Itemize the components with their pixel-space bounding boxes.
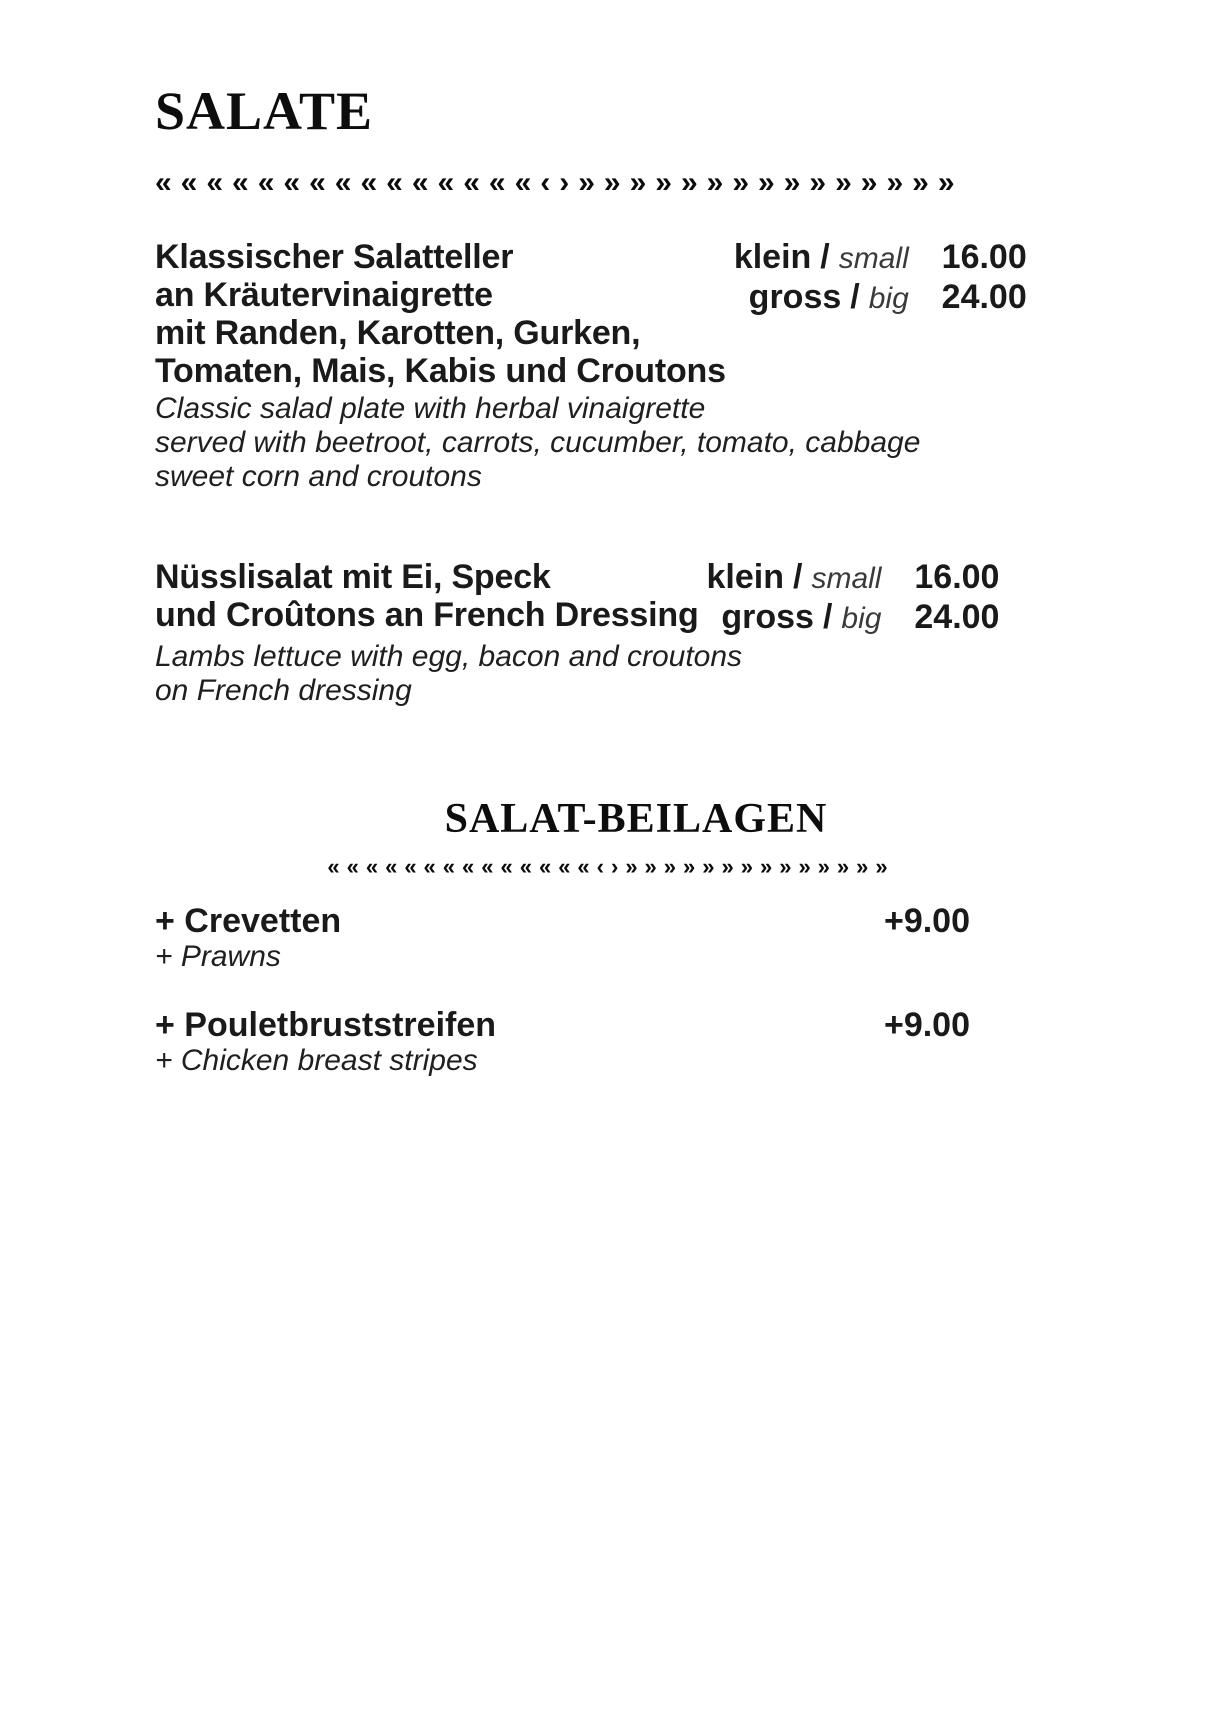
size-label-en: small bbox=[838, 242, 909, 275]
price-value: 24.00 bbox=[941, 278, 1027, 316]
addon-name: + Crevetten bbox=[155, 902, 342, 940]
page-title: SALATE bbox=[155, 81, 374, 141]
size-label-de: gross bbox=[721, 598, 814, 636]
size-label-en: big bbox=[868, 282, 909, 315]
item-name-line: und Croûtons an French Dressing bbox=[155, 596, 699, 634]
item-description-line: Classic salad plate with herbal vinaigrette bbox=[155, 392, 706, 425]
addon-name: + Pouletbruststreifen bbox=[155, 1006, 497, 1044]
size-label-de: klein bbox=[706, 558, 784, 596]
price-row bbox=[734, 238, 1027, 278]
size-separator: / bbox=[793, 558, 803, 596]
addon-item bbox=[155, 902, 970, 974]
size-separator: / bbox=[820, 238, 830, 276]
item-description-line: sweet corn and croutons bbox=[155, 460, 482, 493]
item-description bbox=[155, 640, 970, 708]
item-description-line: Lambs lettuce with egg, bacon and croutons bbox=[155, 640, 743, 673]
menu-items bbox=[155, 238, 1027, 708]
menu-item bbox=[155, 558, 1000, 708]
item-prices bbox=[734, 238, 1027, 318]
addon-price: +9.00 bbox=[883, 902, 970, 940]
item-name bbox=[155, 558, 699, 634]
item-description bbox=[155, 392, 970, 494]
price-row bbox=[707, 598, 1000, 638]
addon-item-header bbox=[155, 1006, 970, 1044]
addon-items bbox=[155, 902, 970, 1078]
subsection-divider-ornament: ««««««««««««««‹›»»»»»»»»»»»»»» bbox=[327, 856, 895, 878]
price-value: 16.00 bbox=[914, 558, 1000, 596]
size-separator: / bbox=[822, 598, 833, 636]
item-name-line: Klassischer Salatteller bbox=[155, 238, 514, 276]
addon-item bbox=[155, 1006, 970, 1078]
size-label-en: big bbox=[841, 602, 882, 635]
item-description-line: on French dressing bbox=[155, 674, 412, 707]
item-prices bbox=[707, 558, 1000, 638]
size-label-de: klein bbox=[733, 238, 812, 276]
price-value: 16.00 bbox=[941, 238, 1027, 276]
addon-item-header bbox=[155, 902, 970, 940]
addon-price: +9.00 bbox=[883, 1006, 970, 1044]
item-name bbox=[155, 238, 726, 390]
size-separator: / bbox=[850, 278, 860, 316]
size-label-de: gross bbox=[748, 278, 842, 316]
subsection-title: SALAT-BEILAGEN bbox=[444, 796, 828, 842]
menu-item-header bbox=[155, 558, 1000, 638]
price-row bbox=[734, 278, 1027, 318]
item-name-line: Nüsslisalat mit Ei, Speck bbox=[155, 558, 551, 596]
item-name-line: mit Randen, Karotten, Gurken, bbox=[155, 314, 641, 352]
item-name-line: Tomaten, Mais, Kabis und Croutons bbox=[155, 352, 726, 390]
section-divider-ornament: «««««««««««««««‹›»»»»»»»»»»»»»»» bbox=[155, 168, 964, 198]
menu-item-header bbox=[155, 238, 1027, 390]
addon-description: + Chicken breast stripes bbox=[155, 1044, 478, 1077]
price-value: 24.00 bbox=[914, 598, 1000, 636]
item-name-line: an Kräutervinaigrette bbox=[155, 276, 493, 314]
price-row bbox=[707, 558, 1000, 598]
size-label-en: small bbox=[811, 562, 882, 595]
item-description-line: served with beetroot, carrots, cucumber, tomato, cabbage bbox=[155, 426, 921, 459]
addon-description: + Prawns bbox=[155, 940, 281, 973]
menu-item bbox=[155, 238, 1027, 494]
